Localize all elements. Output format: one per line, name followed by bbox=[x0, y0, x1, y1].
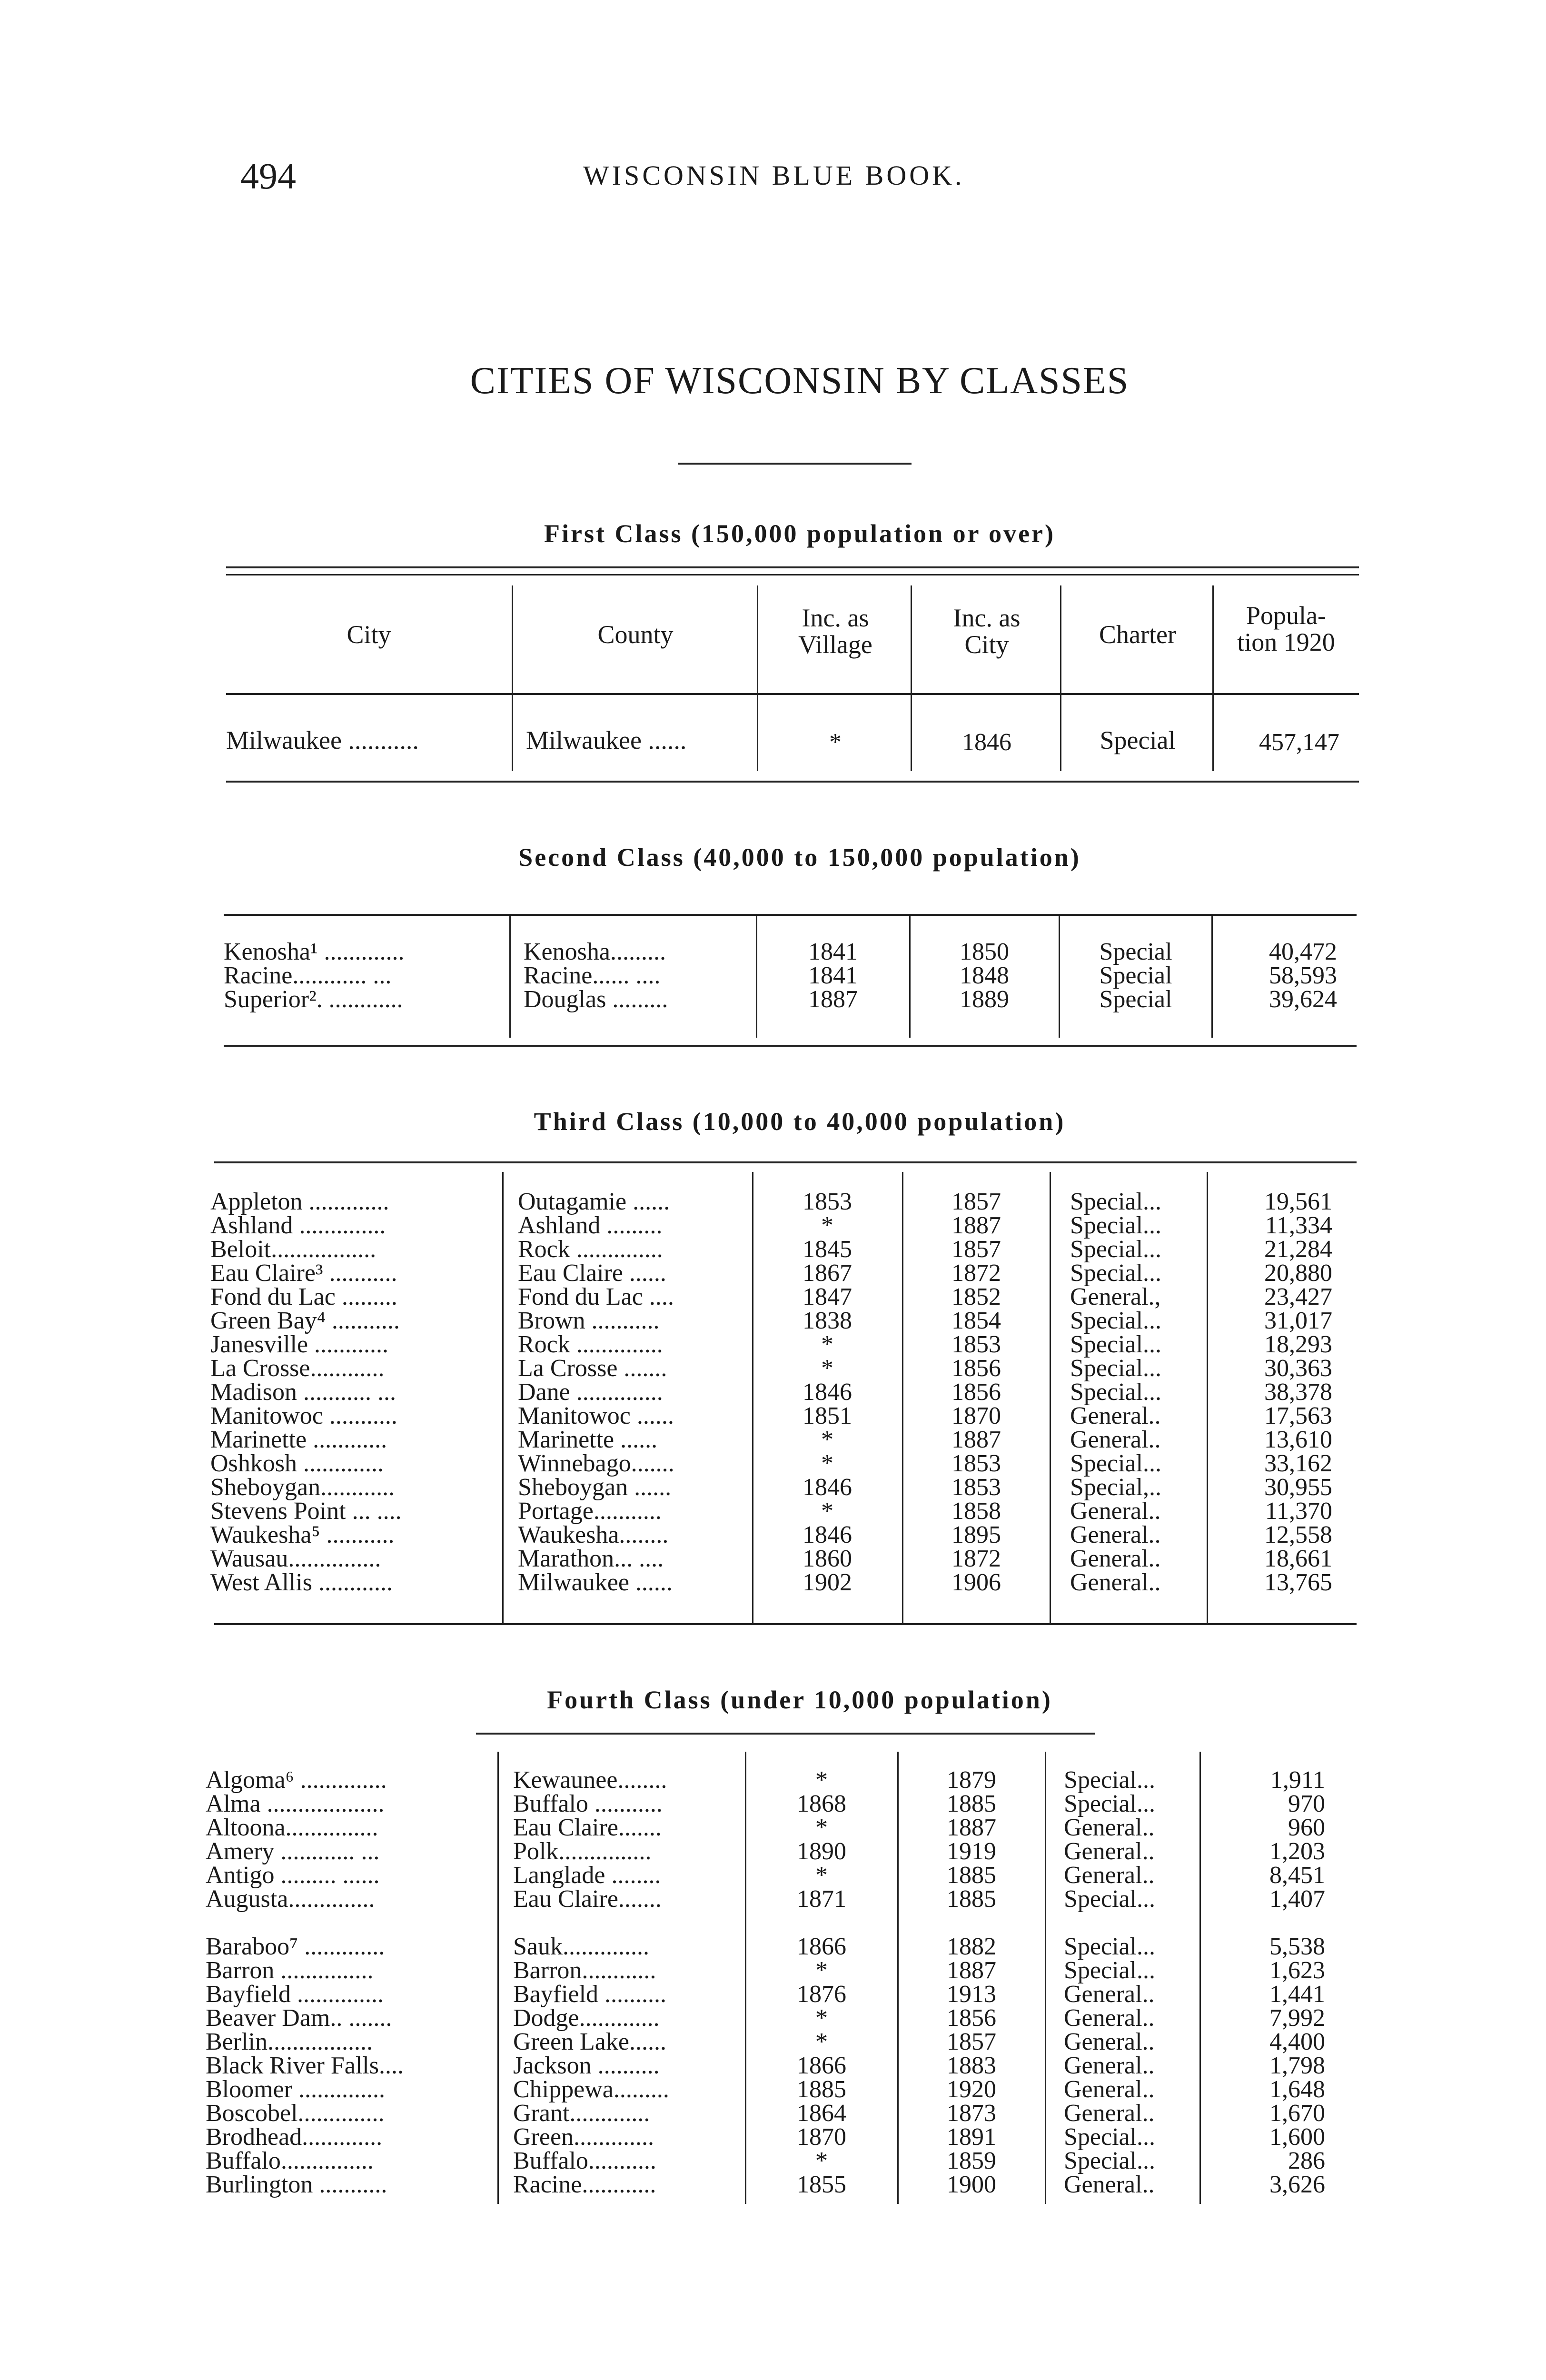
table-cell-charter: Special... bbox=[1070, 1236, 1162, 1263]
table-cell-city: West Allis ............ bbox=[210, 1569, 393, 1596]
table-cell-charter: General.. bbox=[1064, 2028, 1155, 2055]
rule bbox=[214, 1161, 1357, 1163]
table-cell-population: 3,626 bbox=[1269, 2171, 1325, 2198]
table-cell-city: Amery ............ ... bbox=[206, 1838, 380, 1865]
table-cell-inc_city: 1872 bbox=[951, 1545, 1001, 1572]
table-cell-inc_city: 1873 bbox=[947, 2100, 996, 2127]
table-cell-charter: Special... bbox=[1070, 1450, 1162, 1477]
table-cell-village: * bbox=[821, 1497, 833, 1525]
table-cell-charter: Special... bbox=[1070, 1378, 1162, 1406]
page-number: 494 bbox=[240, 155, 296, 197]
table-cell-village: 1846 bbox=[803, 1474, 852, 1501]
table-cell-village: 1855 bbox=[797, 2171, 846, 2198]
table-cell-inc_city: 1919 bbox=[947, 1838, 996, 1865]
table-cell-population: 11,370 bbox=[1265, 1497, 1332, 1525]
table-cell-inc_city: 1900 bbox=[947, 2171, 996, 2198]
table-cell-city: Superior². ............ bbox=[224, 986, 403, 1013]
table-cell-inc_city: 1920 bbox=[947, 2076, 996, 2103]
table-cell-inc_city: 1885 bbox=[947, 1885, 996, 1913]
rule bbox=[214, 1623, 1357, 1625]
column-divider bbox=[1045, 1752, 1046, 2204]
table-cell-charter: Special bbox=[1099, 986, 1172, 1013]
table-cell-population: 8,451 bbox=[1269, 1862, 1325, 1889]
col-header-county: County bbox=[597, 620, 674, 649]
table-cell-village: 1866 bbox=[797, 2052, 846, 2079]
table-cell-village: 1847 bbox=[803, 1283, 852, 1310]
table-cell-village: * bbox=[815, 1957, 828, 1984]
table-cell-charter: General.. bbox=[1070, 1569, 1161, 1596]
table-cell-county: Ashland ......... bbox=[518, 1212, 663, 1239]
col-header-population: Popula- tion 1920 bbox=[1237, 601, 1335, 656]
table-cell-county: Marathon... .... bbox=[518, 1545, 664, 1572]
table-cell-village: * bbox=[821, 1212, 833, 1239]
table-cell-city: Algoma⁶ .............. bbox=[206, 1766, 387, 1794]
table-cell-charter: General.. bbox=[1064, 2004, 1155, 2032]
table-cell-city: Burlington ........... bbox=[206, 2171, 387, 2198]
table-cell-charter: Special... bbox=[1064, 1766, 1156, 1794]
table-cell-county: Outagamie ...... bbox=[518, 1188, 670, 1215]
table-cell-population: 286 bbox=[1288, 2147, 1325, 2174]
table-cell-inc_city: 1870 bbox=[951, 1402, 1001, 1429]
table-cell-city: Wausau............... bbox=[210, 1545, 381, 1572]
table-cell-population: 1,798 bbox=[1269, 2052, 1325, 2079]
table-cell-charter: General.. bbox=[1064, 2052, 1155, 2079]
rule bbox=[226, 574, 1359, 575]
rule bbox=[476, 1733, 1095, 1735]
table-cell-population: 21,284 bbox=[1264, 1236, 1332, 1263]
table-cell-inc_city: 1906 bbox=[951, 1569, 1001, 1596]
table-cell-population: 13,610 bbox=[1264, 1426, 1332, 1453]
table-cell-population: 457,147 bbox=[1259, 729, 1339, 756]
table-cell-population: 1,441 bbox=[1269, 1981, 1325, 2008]
table-cell-inc_city: 1872 bbox=[951, 1259, 1001, 1287]
table-cell-city: Bayfield .............. bbox=[206, 1981, 384, 2008]
table-cell-county: Buffalo ........... bbox=[513, 1790, 663, 1817]
table-cell-city: Sheboygan............ bbox=[210, 1474, 395, 1501]
table-cell-county: Kewaunee........ bbox=[513, 1766, 667, 1794]
page-title: CITIES OF WISCONSIN BY CLASSES bbox=[470, 360, 1130, 402]
table-cell-county: Fond du Lac .... bbox=[518, 1283, 674, 1310]
table-cell-population: 1,203 bbox=[1269, 1838, 1325, 1865]
table-cell-inc_city: 1895 bbox=[951, 1521, 1001, 1548]
rule bbox=[226, 781, 1359, 783]
table-cell-village: 1902 bbox=[803, 1569, 852, 1596]
table-cell-city: Eau Claire³ ........... bbox=[210, 1259, 397, 1287]
table-cell-city: Bloomer .............. bbox=[206, 2076, 385, 2103]
table-cell-city: Milwaukee ........... bbox=[226, 726, 419, 754]
table-cell-county: Bayfield .......... bbox=[513, 1981, 667, 2008]
table-cell-county: Portage........... bbox=[518, 1497, 662, 1525]
table-cell-village: * bbox=[815, 1814, 828, 1841]
table-cell-charter: Special bbox=[1100, 726, 1176, 754]
table-cell-village: 1864 bbox=[797, 2100, 846, 2127]
table-cell-county: Milwaukee ...... bbox=[526, 726, 687, 754]
table-cell-county: Sauk.............. bbox=[513, 1933, 649, 1960]
table-cell-city: Oshkosh ............. bbox=[210, 1450, 384, 1477]
table-cell-population: 38,378 bbox=[1264, 1378, 1332, 1406]
table-cell-city: Altoona............... bbox=[206, 1814, 378, 1841]
table-cell-inc_city: 1858 bbox=[951, 1497, 1001, 1525]
table-cell-village: 1853 bbox=[803, 1188, 852, 1215]
table-cell-village: 1845 bbox=[803, 1236, 852, 1263]
table-cell-inc_city: 1856 bbox=[947, 2004, 996, 2032]
table-cell-population: 58,593 bbox=[1269, 962, 1337, 989]
table-cell-city: Alma ................... bbox=[206, 1790, 385, 1817]
table-cell-county: Rock .............. bbox=[518, 1236, 663, 1263]
table-cell-inc_city: 1913 bbox=[947, 1981, 996, 2008]
table-cell-charter: Special bbox=[1099, 938, 1172, 965]
table-cell-charter: General.. bbox=[1070, 1426, 1161, 1453]
table-cell-inc_city: 1887 bbox=[951, 1426, 1001, 1453]
table-cell-charter: Special... bbox=[1064, 2123, 1156, 2151]
column-divider bbox=[512, 585, 513, 771]
table-cell-city: Madison ........... ... bbox=[210, 1378, 396, 1406]
column-divider bbox=[1050, 1172, 1051, 1624]
table-cell-village: * bbox=[815, 2004, 828, 2032]
second-class-title: Second Class (40,000 to 150,000 population) bbox=[518, 843, 1081, 872]
rule bbox=[224, 1045, 1357, 1047]
table-cell-inc_city: 1857 bbox=[951, 1188, 1001, 1215]
table-cell-charter: Special... bbox=[1070, 1212, 1162, 1239]
table-cell-village: * bbox=[815, 2147, 828, 2174]
rule bbox=[226, 693, 1359, 695]
table-cell-inc_city: 1856 bbox=[951, 1355, 1001, 1382]
table-cell-charter: Special... bbox=[1064, 1790, 1156, 1817]
table-cell-city: Augusta.............. bbox=[206, 1885, 375, 1913]
third-class-title: Third Class (10,000 to 40,000 population) bbox=[534, 1107, 1066, 1136]
table-cell-village: 1851 bbox=[803, 1402, 852, 1429]
col-header-inc-village: Inc. as Village bbox=[798, 604, 872, 659]
table-cell-inc_city: 1882 bbox=[947, 1933, 996, 1960]
table-cell-inc_city: 1853 bbox=[951, 1331, 1001, 1358]
table-cell-county: Marinette ...... bbox=[518, 1426, 658, 1453]
table-cell-charter: Special... bbox=[1070, 1307, 1162, 1334]
table-cell-population: 30,955 bbox=[1264, 1474, 1332, 1501]
table-cell-inc_city: 1857 bbox=[947, 2028, 996, 2055]
table-cell-population: 1,407 bbox=[1269, 1885, 1325, 1913]
table-cell-inc_city: 1891 bbox=[947, 2123, 996, 2151]
table-cell-charter: Special... bbox=[1070, 1259, 1162, 1287]
table-cell-county: Eau Claire....... bbox=[513, 1885, 662, 1913]
table-cell-population: 5,538 bbox=[1269, 1933, 1325, 1960]
column-divider bbox=[497, 1752, 499, 2204]
table-cell-city: Kenosha¹ ............. bbox=[224, 938, 405, 965]
table-cell-inc_city: 1879 bbox=[947, 1766, 996, 1794]
table-cell-population: 18,661 bbox=[1264, 1545, 1332, 1572]
table-cell-charter: General.. bbox=[1064, 1862, 1155, 1889]
table-cell-inc_city: 1853 bbox=[951, 1474, 1001, 1501]
table-cell-village: 1890 bbox=[797, 1838, 846, 1865]
table-cell-population: 20,880 bbox=[1264, 1259, 1332, 1287]
table-cell-city: Black River Falls.... bbox=[206, 2052, 404, 2079]
table-cell-population: 17,563 bbox=[1264, 1402, 1332, 1429]
table-cell-city: Stevens Point ... .... bbox=[210, 1497, 402, 1525]
table-cell-village: * bbox=[821, 1426, 833, 1453]
col-header-inc-city: Inc. as City bbox=[953, 604, 1021, 659]
table-cell-inc_city: 1853 bbox=[951, 1450, 1001, 1477]
table-cell-inc_city: 1848 bbox=[960, 962, 1009, 989]
table-cell-population: 18,293 bbox=[1264, 1331, 1332, 1358]
table-cell-city: Buffalo............... bbox=[206, 2147, 374, 2174]
table-cell-village: 1871 bbox=[797, 1885, 846, 1913]
table-cell-city: Brodhead............. bbox=[206, 2123, 383, 2151]
table-cell-village: 1838 bbox=[803, 1307, 852, 1334]
table-cell-village: 1866 bbox=[797, 1933, 846, 1960]
table-cell-charter: Special... bbox=[1064, 1933, 1156, 1960]
table-cell-population: 40,472 bbox=[1269, 938, 1337, 965]
table-cell-county: Dodge............. bbox=[513, 2004, 660, 2032]
table-cell-county: Polk............... bbox=[513, 1838, 652, 1865]
table-cell-inc_city: 1889 bbox=[960, 986, 1009, 1013]
table-cell-city: Beaver Dam.. ....... bbox=[206, 2004, 392, 2032]
table-cell-county: Chippewa......... bbox=[513, 2076, 669, 2103]
table-cell-county: Winnebago....... bbox=[518, 1450, 674, 1477]
table-cell-population: 1,600 bbox=[1269, 2123, 1325, 2151]
table-cell-city: Fond du Lac ......... bbox=[210, 1283, 397, 1310]
col-header-city: City bbox=[347, 620, 391, 649]
table-cell-inc_city: 1887 bbox=[947, 1814, 996, 1841]
table-cell-inc_city: 1859 bbox=[947, 2147, 996, 2174]
table-cell-inc-city: 1846 bbox=[962, 729, 1011, 756]
table-cell-inc_city: 1885 bbox=[947, 1790, 996, 1817]
table-cell-county: Rock .............. bbox=[518, 1331, 663, 1358]
table-cell-population: 23,427 bbox=[1264, 1283, 1332, 1310]
table-cell-city: Marinette ............ bbox=[210, 1426, 387, 1453]
table-cell-village: 1841 bbox=[808, 962, 858, 989]
table-cell-population: 1,623 bbox=[1269, 1957, 1325, 1984]
column-divider bbox=[502, 1172, 504, 1624]
table-cell-village: 1860 bbox=[803, 1545, 852, 1572]
table-cell-village: * bbox=[815, 2028, 828, 2055]
table-cell-village: * bbox=[821, 1355, 833, 1382]
table-cell-village: 1841 bbox=[808, 938, 858, 965]
table-cell-population: 4,400 bbox=[1269, 2028, 1325, 2055]
table-cell-county: Racine............ bbox=[513, 2171, 656, 2198]
table-cell-city: Janesville ............ bbox=[210, 1331, 389, 1358]
table-cell-county: La Crosse ....... bbox=[518, 1355, 667, 1382]
table-cell-county: Barron............ bbox=[513, 1957, 656, 1984]
table-cell-county: Waukesha........ bbox=[518, 1521, 669, 1548]
table-cell-county: Green............. bbox=[513, 2123, 654, 2151]
table-cell-charter: General.. bbox=[1064, 1814, 1155, 1841]
table-cell-city: Beloit................. bbox=[210, 1236, 377, 1263]
table-cell-charter: Special... bbox=[1064, 1885, 1156, 1913]
table-cell-county: Green Lake...... bbox=[513, 2028, 666, 2055]
table-cell-inc_city: 1887 bbox=[951, 1212, 1001, 1239]
table-cell-charter: General.. bbox=[1070, 1497, 1161, 1525]
table-cell-charter: General.. bbox=[1064, 2171, 1155, 2198]
table-cell-village: 1885 bbox=[797, 2076, 846, 2103]
table-cell-county: Racine...... .... bbox=[524, 962, 661, 989]
table-cell-inc_city: 1885 bbox=[947, 1862, 996, 1889]
fourth-class-title: Fourth Class (under 10,000 population) bbox=[547, 1686, 1052, 1714]
table-cell-county: Dane .............. bbox=[518, 1378, 663, 1406]
table-cell-village: 1870 bbox=[797, 2123, 846, 2151]
table-cell-village: * bbox=[815, 1766, 828, 1794]
table-cell-city: Barron ............... bbox=[206, 1957, 374, 1984]
table-cell-charter: Special... bbox=[1064, 1957, 1156, 1984]
rule bbox=[224, 914, 1357, 916]
table-cell-population: 11,334 bbox=[1265, 1212, 1332, 1239]
table-cell-inc_city: 1856 bbox=[951, 1378, 1001, 1406]
table-cell-inc_city: 1854 bbox=[951, 1307, 1001, 1334]
table-cell-inc_city: 1850 bbox=[960, 938, 1009, 965]
table-cell-inc_city: 1887 bbox=[947, 1957, 996, 1984]
table-cell-city: Berlin................. bbox=[206, 2028, 373, 2055]
table-cell-city: Baraboo⁷ ............. bbox=[206, 1933, 385, 1960]
table-cell-city: Ashland .............. bbox=[210, 1212, 386, 1239]
table-cell-population: 970 bbox=[1288, 1790, 1325, 1817]
table-cell-charter: General.. bbox=[1070, 1402, 1161, 1429]
rule bbox=[226, 566, 1359, 568]
table-cell-inc_city: 1883 bbox=[947, 2052, 996, 2079]
running-title: WISCONSIN BLUE BOOK. bbox=[583, 160, 965, 191]
column-divider bbox=[757, 585, 758, 771]
table-cell-county: Manitowoc ...... bbox=[518, 1402, 674, 1429]
table-cell-county: Sheboygan ...... bbox=[518, 1474, 672, 1501]
table-cell-population: 960 bbox=[1288, 1814, 1325, 1841]
table-cell-population: 1,911 bbox=[1270, 1766, 1325, 1794]
table-cell-village: 1867 bbox=[803, 1259, 852, 1287]
table-cell-population: 39,624 bbox=[1269, 986, 1337, 1013]
table-cell-population: 33,162 bbox=[1264, 1450, 1332, 1477]
table-cell-charter: General.. bbox=[1064, 1838, 1155, 1865]
table-cell-city: Green Bay⁴ ........... bbox=[210, 1307, 400, 1334]
table-cell-population: 1,670 bbox=[1269, 2100, 1325, 2127]
table-cell-village: 1868 bbox=[797, 1790, 846, 1817]
table-cell-population: 19,561 bbox=[1264, 1188, 1332, 1215]
table-cell-population: 13,765 bbox=[1264, 1569, 1332, 1596]
table-cell-village: * bbox=[815, 1862, 828, 1889]
table-cell-charter: General.. bbox=[1064, 2100, 1155, 2127]
table-cell-county: Eau Claire ...... bbox=[518, 1259, 666, 1287]
table-cell-charter: Special bbox=[1099, 962, 1172, 989]
table-cell-charter: Special... bbox=[1070, 1355, 1162, 1382]
table-cell-population: 31,017 bbox=[1264, 1307, 1332, 1334]
table-cell-charter: General.. bbox=[1070, 1521, 1161, 1548]
table-cell-village: 1846 bbox=[803, 1378, 852, 1406]
title-rule bbox=[678, 463, 912, 465]
table-cell-inc_city: 1857 bbox=[951, 1236, 1001, 1263]
table-cell-county: Langlade ........ bbox=[513, 1862, 661, 1889]
table-cell-county: Brown ........... bbox=[518, 1307, 660, 1334]
table-cell-village: 1846 bbox=[803, 1521, 852, 1548]
table-cell-village: * bbox=[821, 1331, 833, 1358]
table-cell-city: Appleton ............. bbox=[210, 1188, 389, 1215]
table-cell-city: La Crosse............ bbox=[210, 1355, 385, 1382]
table-cell-inc_city: 1852 bbox=[951, 1283, 1001, 1310]
column-divider bbox=[509, 916, 511, 1038]
table-cell-population: 1,648 bbox=[1269, 2076, 1325, 2103]
table-cell-village: * bbox=[821, 1450, 833, 1477]
table-cell-county: Milwaukee ...... bbox=[518, 1569, 673, 1596]
table-cell-city: Waukesha⁵ ........... bbox=[210, 1521, 395, 1548]
table-cell-city: Antigo ......... ...... bbox=[206, 1862, 380, 1889]
table-cell-city: Racine............ ... bbox=[224, 962, 392, 989]
table-cell-population: 30,363 bbox=[1264, 1355, 1332, 1382]
table-cell-village: * bbox=[829, 729, 842, 756]
table-cell-charter: Special... bbox=[1064, 2147, 1156, 2174]
table-cell-county: Buffalo........... bbox=[513, 2147, 656, 2174]
table-cell-county: Douglas ......... bbox=[524, 986, 668, 1013]
table-cell-county: Grant............. bbox=[513, 2100, 650, 2127]
col-header-charter: Charter bbox=[1099, 620, 1176, 649]
table-cell-charter: Special... bbox=[1070, 1188, 1162, 1215]
table-cell-charter: General.. bbox=[1064, 2076, 1155, 2103]
table-cell-population: 12,558 bbox=[1264, 1521, 1332, 1548]
first-class-title: First Class (150,000 population or over) bbox=[544, 519, 1055, 548]
table-cell-county: Eau Claire....... bbox=[513, 1814, 662, 1841]
table-cell-village: 1876 bbox=[797, 1981, 846, 2008]
table-cell-city: Boscobel.............. bbox=[206, 2100, 385, 2127]
table-cell-charter: General.. bbox=[1070, 1545, 1161, 1572]
table-cell-county: Kenosha......... bbox=[524, 938, 666, 965]
table-cell-village: 1887 bbox=[808, 986, 858, 1013]
table-cell-city: Manitowoc ........... bbox=[210, 1402, 397, 1429]
table-cell-charter: General.. bbox=[1064, 1981, 1155, 2008]
table-cell-charter: Special,.. bbox=[1070, 1474, 1162, 1501]
table-cell-county: Jackson .......... bbox=[513, 2052, 660, 2079]
table-cell-charter: Special... bbox=[1070, 1331, 1162, 1358]
table-cell-population: 7,992 bbox=[1269, 2004, 1325, 2032]
table-cell-charter: General., bbox=[1070, 1283, 1161, 1310]
